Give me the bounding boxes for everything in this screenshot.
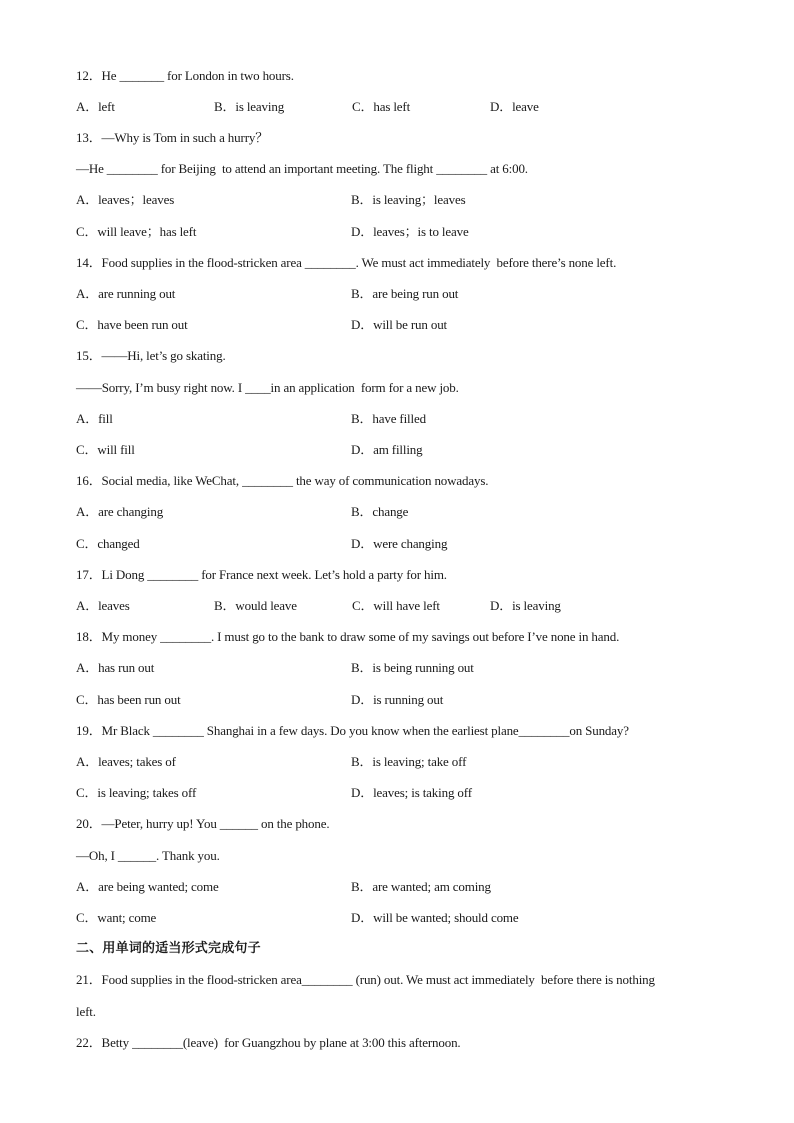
option-b: B．would leave xyxy=(214,598,297,613)
option-b: B．are being run out xyxy=(351,286,459,301)
option-d: D．will be run out xyxy=(351,317,448,332)
option-a: A．are being wanted; come xyxy=(76,879,219,894)
option-b: B．is leaving; take off xyxy=(351,754,467,769)
question-15-dialogue: ——Sorry, I’m busy right now. I ____in an application form for a new job. xyxy=(76,380,459,395)
options-16-row1 xyxy=(76,504,736,520)
option-b: B．have filled xyxy=(351,411,426,426)
options-12 xyxy=(76,99,736,115)
option-d: D．leaves; is taking off xyxy=(351,785,472,800)
question-15: 15．——Hi, let’s go skating. xyxy=(76,348,226,363)
option-c: C．changed xyxy=(76,536,140,551)
option-a: A．leaves; takes of xyxy=(76,754,176,769)
option-b: B．are wanted; am coming xyxy=(351,879,491,894)
options-16-row2 xyxy=(76,536,736,552)
option-c: C．will leave；has left xyxy=(76,224,197,239)
option-a: A．left xyxy=(76,99,115,114)
option-a: A．are changing xyxy=(76,504,164,519)
option-d: D．will be wanted; should come xyxy=(351,910,519,925)
option-c: C．want; come xyxy=(76,910,157,925)
options-14-row1 xyxy=(76,286,736,302)
options-13-row1 xyxy=(76,192,736,208)
option-a: A．fill xyxy=(76,411,113,426)
question-13-dialogue: —He ________ for Beijing to attend an important meeting. The flight ________ at 6:00. xyxy=(76,161,528,176)
options-19-row1 xyxy=(76,754,736,770)
options-17 xyxy=(76,598,736,614)
option-d: D．leave xyxy=(490,99,539,114)
option-a: A．leaves；leaves xyxy=(76,192,175,207)
question-18: 18．My money ________. I must go to the bank to draw some of my savings out before I’ve none in hand. xyxy=(76,629,620,644)
options-18-row2 xyxy=(76,692,736,708)
question-21-continuation: left. xyxy=(76,1004,96,1019)
option-a: A．leaves xyxy=(76,598,130,613)
option-a: A．are running out xyxy=(76,286,176,301)
question-17: 17．Li Dong ________ for France next week. Let’s hold a party for him. xyxy=(76,567,447,582)
options-13-row2 xyxy=(76,224,736,240)
options-20-row1 xyxy=(76,879,736,895)
option-c: C．have been run out xyxy=(76,317,188,332)
question-21: 21．Food supplies in the flood-stricken area________ (run) out. We must act immediately before there is nothing xyxy=(76,972,655,987)
options-15-row1 xyxy=(76,411,736,427)
options-20-row2 xyxy=(76,910,736,926)
question-13: 13．—Why is Tom in such a hurry？ xyxy=(76,130,269,145)
option-d: D．am filling xyxy=(351,442,423,457)
question-12: 12．He _______ for London in two hours. xyxy=(76,68,294,83)
option-c: C．will have left xyxy=(352,598,440,613)
option-d: D．leaves；is to leave xyxy=(351,224,469,239)
question-16: 16．Social media, like WeChat, ________ the way of communication nowadays. xyxy=(76,473,489,488)
option-b: B．is leaving xyxy=(214,99,285,114)
options-18-row1 xyxy=(76,660,736,676)
option-d: D．is leaving xyxy=(490,598,561,613)
question-19: 19．Mr Black ________ Shanghai in a few days. Do you know when the earliest plane________on Sunday? xyxy=(76,723,629,738)
option-c: C．has left xyxy=(352,99,411,114)
option-d: D．is running out xyxy=(351,692,444,707)
question-14: 14．Food supplies in the flood-stricken area ________. We must act immediately before there’s none left. xyxy=(76,255,617,270)
option-d: D．were changing xyxy=(351,536,448,551)
option-a: A．has run out xyxy=(76,660,155,675)
options-15-row2 xyxy=(76,442,736,458)
question-22: 22．Betty ________(leave) for Guangzhou by plane at 3:00 this afternoon. xyxy=(76,1035,461,1050)
question-20: 20．—Peter, hurry up! You ______ on the phone. xyxy=(76,816,330,831)
option-b: B．change xyxy=(351,504,409,519)
option-c: C．has been run out xyxy=(76,692,181,707)
section-heading: 二、用单词的适当形式完成句子 xyxy=(76,941,261,956)
option-b: B．is leaving；leaves xyxy=(351,192,466,207)
option-b: B．is being running out xyxy=(351,660,474,675)
options-14-row2 xyxy=(76,317,736,333)
option-c: C．will fill xyxy=(76,442,135,457)
options-19-row2 xyxy=(76,785,736,801)
question-20-dialogue: —Oh, I ______. Thank you. xyxy=(76,848,220,863)
option-c: C．is leaving; takes off xyxy=(76,785,197,800)
